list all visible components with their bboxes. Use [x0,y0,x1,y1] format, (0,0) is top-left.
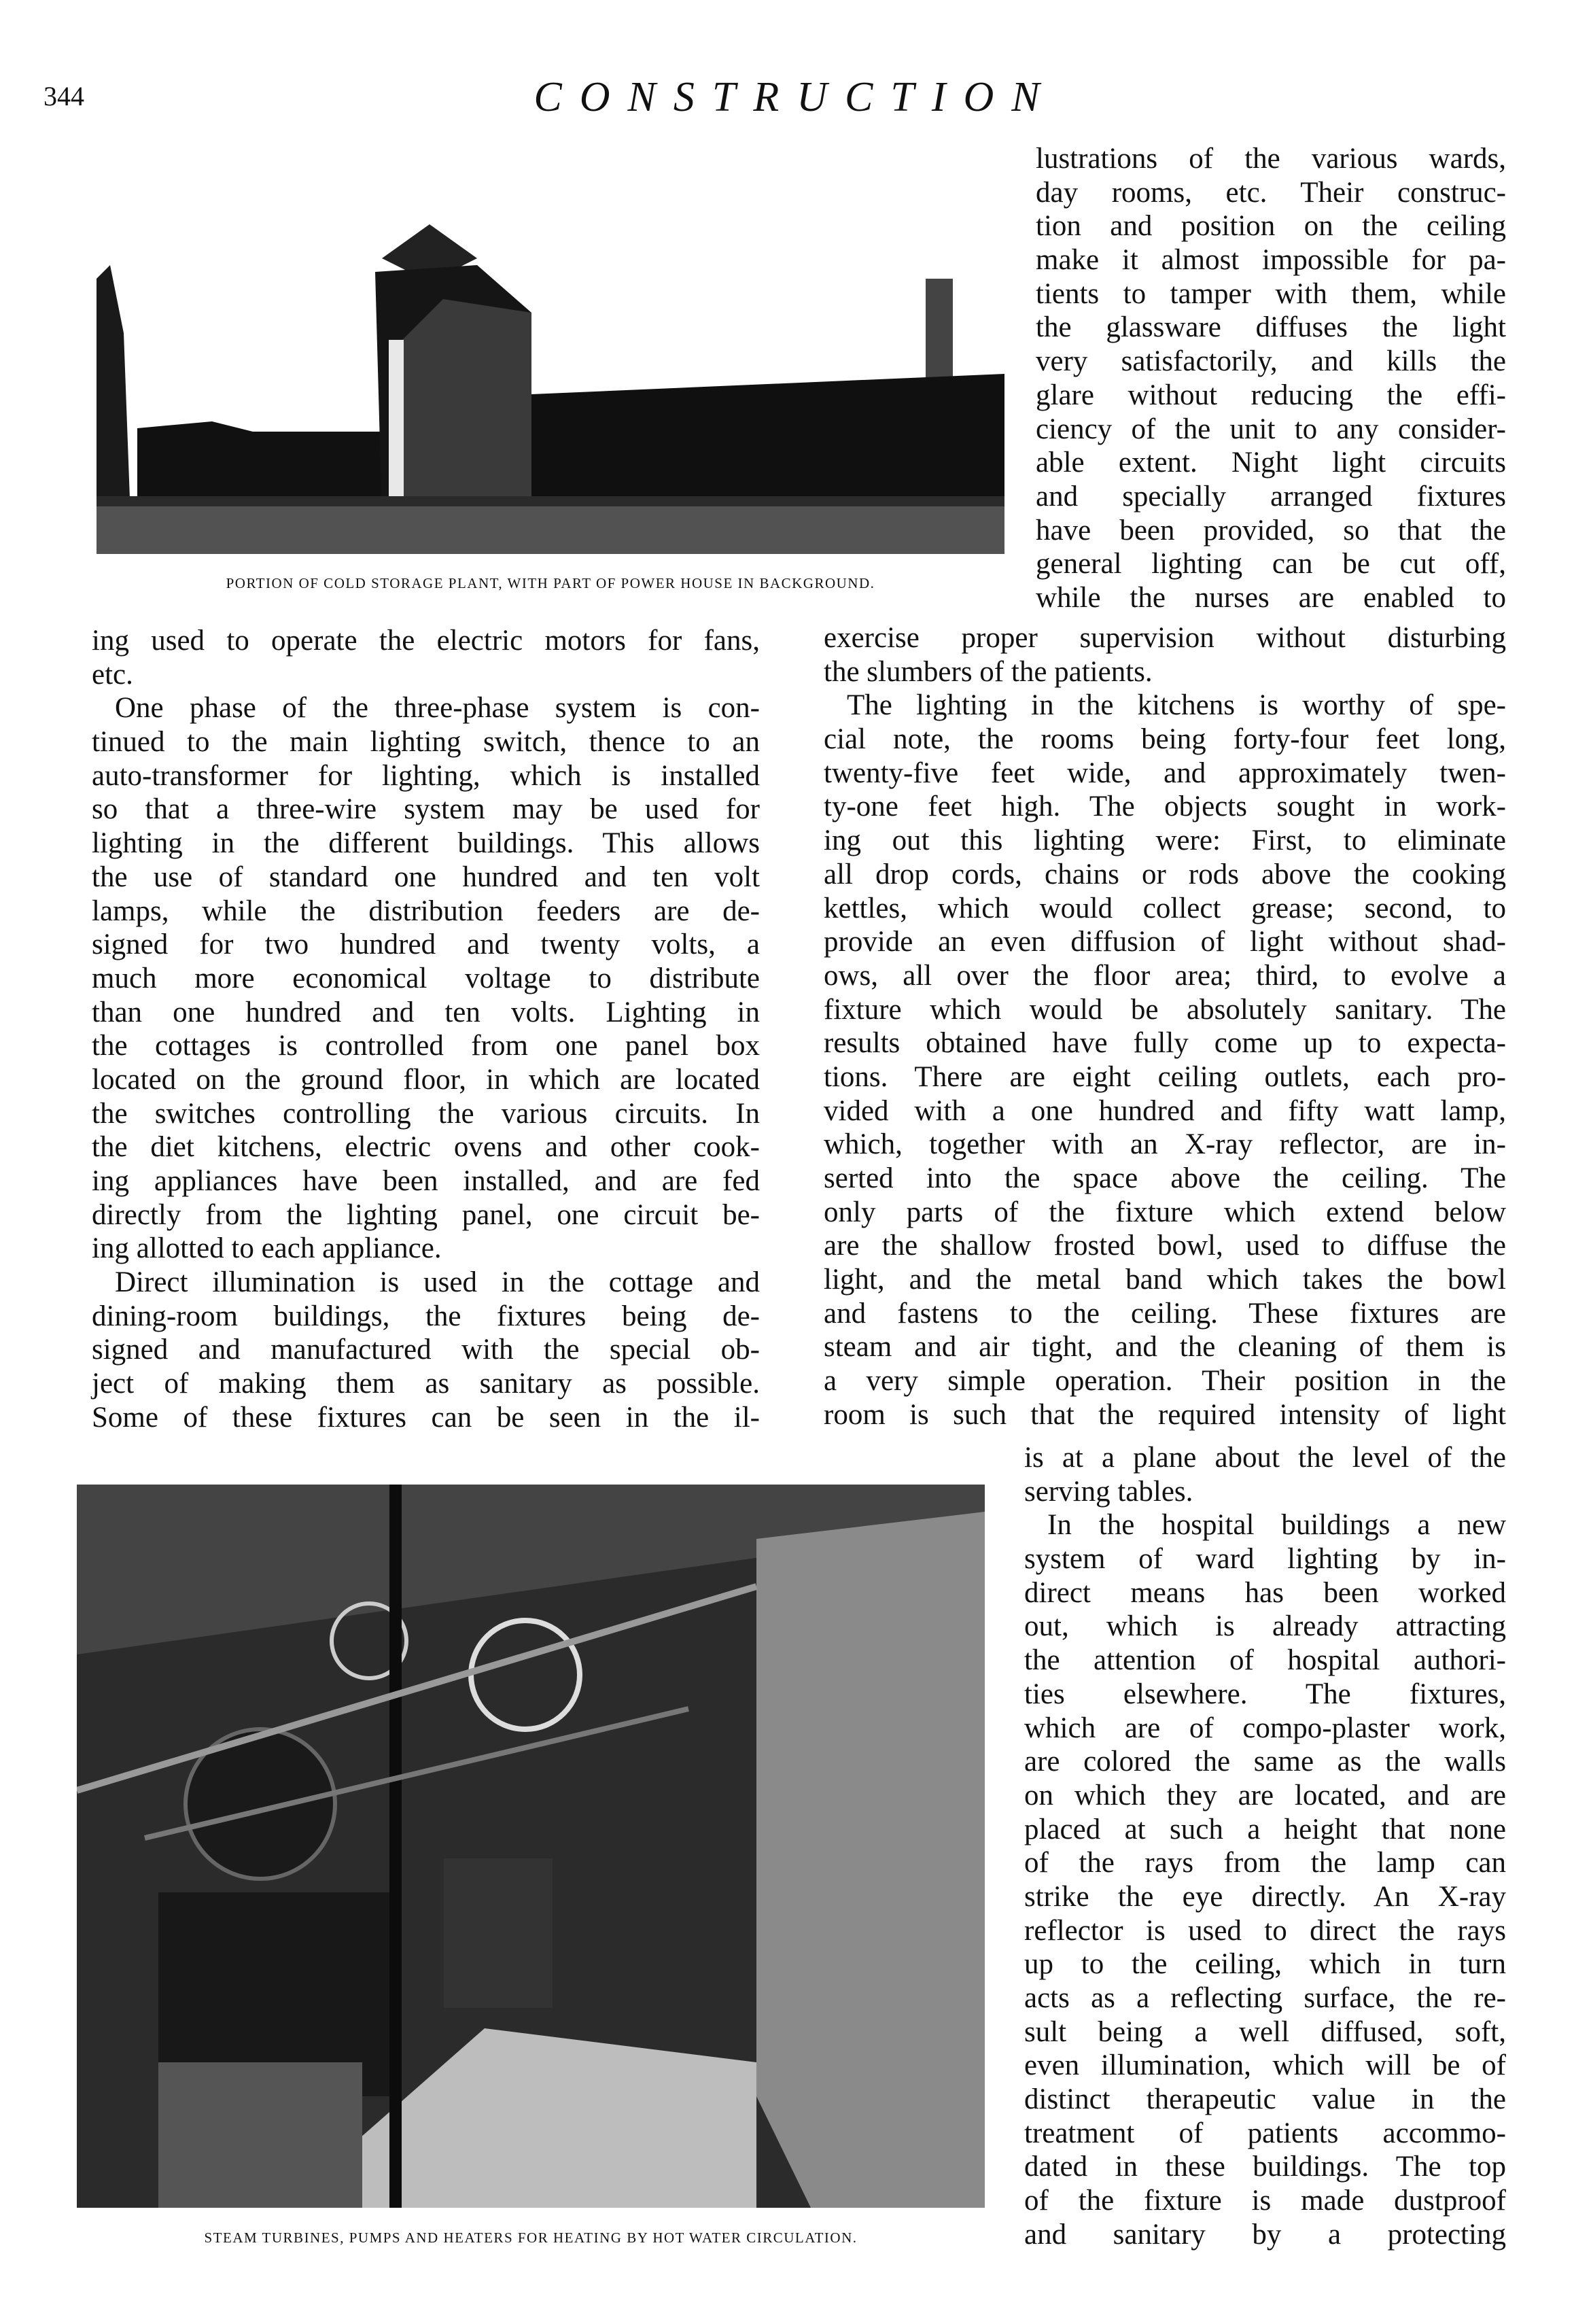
text-line: system of ward lighting by in- [1024,1543,1506,1576]
text-line: serted into the space above the ceiling. The [824,1162,1506,1194]
text-column-left-middle [92,624,760,1435]
text-line: the use of standard one hundred and ten volt [92,861,760,893]
text-line: and specially arranged fixtures [1036,480,1506,513]
text-line: reflector is used to direct the rays [1024,1914,1506,1947]
text-line: lustrations of the various wards, [1036,143,1506,175]
photo-steam-turbines [77,1485,985,2208]
text-line: the slumbers of the patients. [824,655,1153,688]
figure-caption: PORTION OF COLD STORAGE PLANT, WITH PART OF POWER HOUSE IN BACKGROUND. [226,575,875,591]
running-head-title: CONSTRUCTION [534,74,1057,120]
text-line: In the hospital buildings a new [1047,1509,1506,1542]
text-line: have been provided, so that the [1036,514,1506,547]
paragraph [92,1266,760,1434]
text-line: strike the eye directly. An X-ray [1024,1880,1506,1913]
text-line: out, which is already attracting [1024,1610,1506,1643]
paragraph [1024,1508,1506,2251]
text-line: all drop cords, chains or rods above the cooking [824,858,1506,890]
text-line: day rooms, etc. Their construc- [1036,176,1506,209]
text-line: while the nurses are enabled to [1036,581,1506,614]
paragraph [824,621,1506,689]
text-line: direct means has been worked [1024,1576,1506,1609]
text-line: only parts of the fixture which extend below [824,1196,1506,1228]
text-line: a very simple operation. Their position in the [824,1365,1506,1398]
text-line: of the rays from the lamp can [1024,1847,1506,1879]
text-line: Some of these fixtures can be seen in the il- [92,1401,760,1434]
text-line: the cottages is controlled from one panel box [92,1030,760,1062]
text-line: much more economical voltage to distribute [92,962,760,994]
text-line: One phase of the three-phase system is con- [115,692,760,725]
paragraph [1024,1441,1506,1508]
photo-cold-storage-plant [97,197,1004,554]
text-line: ing appliances have been installed, and are fed [92,1165,760,1197]
text-line: general lighting can be cut off, [1036,548,1506,580]
text-line: cial note, the rooms being forty-four feet long, [824,723,1506,756]
text-line: ing out this lighting were: First, to eliminate [824,825,1506,857]
text-line: steam and air tight, and the cleaning of them is [824,1331,1506,1364]
text-line: The lighting in the kitchens is worthy of spe- [847,689,1506,722]
text-line: the glassware diffuses the light [1036,311,1506,344]
text-column-right-bottom [1024,1441,1506,2252]
text-line: room is such that the required intensity of light [824,1398,1506,1431]
figure-caption: STEAM TURBINES, PUMPS AND HEATERS FOR HEATING BY HOT WATER CIRCULATION. [204,2230,858,2246]
text-line: directly from the lighting panel, one circuit be- [92,1198,760,1231]
text-line: which are of compo-plaster work, [1024,1712,1506,1744]
text-line: etc. [92,658,133,691]
text-line: placed at such a height that none [1024,1813,1506,1845]
text-line: very satisfactorily, and kills the [1036,345,1506,378]
text-line: are the shallow frosted bowl, used to diffuse the [824,1230,1506,1262]
text-line: signed and manufactured with the special ob- [92,1334,760,1366]
text-line: so that a three-wire system may be used for [92,793,760,826]
text-line: lamps, while the distribution feeders are de- [92,895,760,927]
text-line: ciency of the unit to any consider- [1036,413,1506,445]
text-line: the diet kitchens, electric ovens and other cook- [92,1131,760,1164]
text-line: ows, all over the floor area; third, to evolve a [824,959,1506,992]
text-line: ject of making them as sanitary as possible. [92,1368,760,1400]
text-line: make it almost impossible for pa- [1036,244,1506,277]
text-line: auto-transformer for lighting, which is installed [92,759,760,792]
text-line: signed for two hundred and twenty volts, a [92,929,760,961]
text-line: dated in these buildings. The top [1024,2151,1506,2183]
paragraph [92,691,760,1266]
text-line: able extent. Night light circuits [1036,447,1506,479]
text-line: results obtained have fully come up to expecta- [824,1027,1506,1060]
text-line: twenty-five feet wide, and approximately twen- [824,757,1506,789]
text-line: are colored the same as the walls [1024,1746,1506,1778]
text-line: kettles, which would collect grease; second, to [824,892,1506,924]
text-line: than one hundred and ten volts. Lighting in [92,996,760,1028]
text-line: even illumination, which will be of [1024,2049,1506,2082]
text-line: which, together with an X-ray reflector, are in- [824,1128,1506,1161]
text-line: exercise proper supervision without disturbing [824,622,1506,654]
text-line: vided with a one hundred and fifty watt lamp, [824,1094,1506,1127]
text-line: and fastens to the ceiling. These fixtures are [824,1297,1506,1330]
text-column-right-middle [824,621,1506,1432]
paragraph [1036,142,1506,615]
text-line: of the fixture is made dustproof [1024,2185,1506,2217]
text-line: glare without reducing the effi- [1036,379,1506,411]
text-line: distinct therapeutic value in the [1024,2083,1506,2116]
text-line: treatment of patients accommo- [1024,2117,1506,2149]
text-line: the switches controlling the various circuits. In [92,1097,760,1130]
text-line: fixture which would be absolutely sanitary. The [824,993,1506,1026]
text-line: and sanitary by a protecting [1024,2218,1506,2251]
text-line: dining-room buildings, the fixtures being de- [92,1300,760,1332]
page-number: 344 [43,81,84,111]
text-line: sult being a well diffused, soft, [1024,2015,1506,2048]
text-line: tion and position on the ceiling [1036,210,1506,243]
paragraph [92,624,760,691]
paragraph [824,689,1506,1432]
text-line: serving tables. [1024,1475,1193,1508]
text-line: ing used to operate the electric motors for fans, [92,625,760,657]
text-line: ties elsewhere. The fixtures, [1024,1678,1506,1710]
text-line: ty-one feet high. The objects sought in work- [824,791,1506,823]
text-line: ing allotted to each appliance. [92,1232,442,1265]
text-line: tients to tamper with them, while [1036,277,1506,310]
text-line: provide an even diffusion of light without shad- [824,926,1506,958]
text-line: Direct illumination is used in the cottage and [115,1266,760,1299]
text-line: is at a plane about the level of the [1024,1442,1506,1474]
text-line: light, and the metal band which takes the bowl [824,1264,1506,1296]
text-line: tinued to the main lighting switch, thence to an [92,726,760,759]
text-line: located on the ground floor, in which are located [92,1063,760,1096]
text-column-right-top [1036,142,1506,615]
text-line: tions. There are eight ceiling outlets, each pro- [824,1060,1506,1093]
text-line: the attention of hospital authori- [1024,1644,1506,1677]
text-line: lighting in the different buildings. This allows [92,827,760,860]
text-line: acts as a reflecting surface, the re- [1024,1982,1506,2014]
text-line: up to the ceiling, which in turn [1024,1948,1506,1981]
text-line: on which they are located, and are [1024,1779,1506,1811]
